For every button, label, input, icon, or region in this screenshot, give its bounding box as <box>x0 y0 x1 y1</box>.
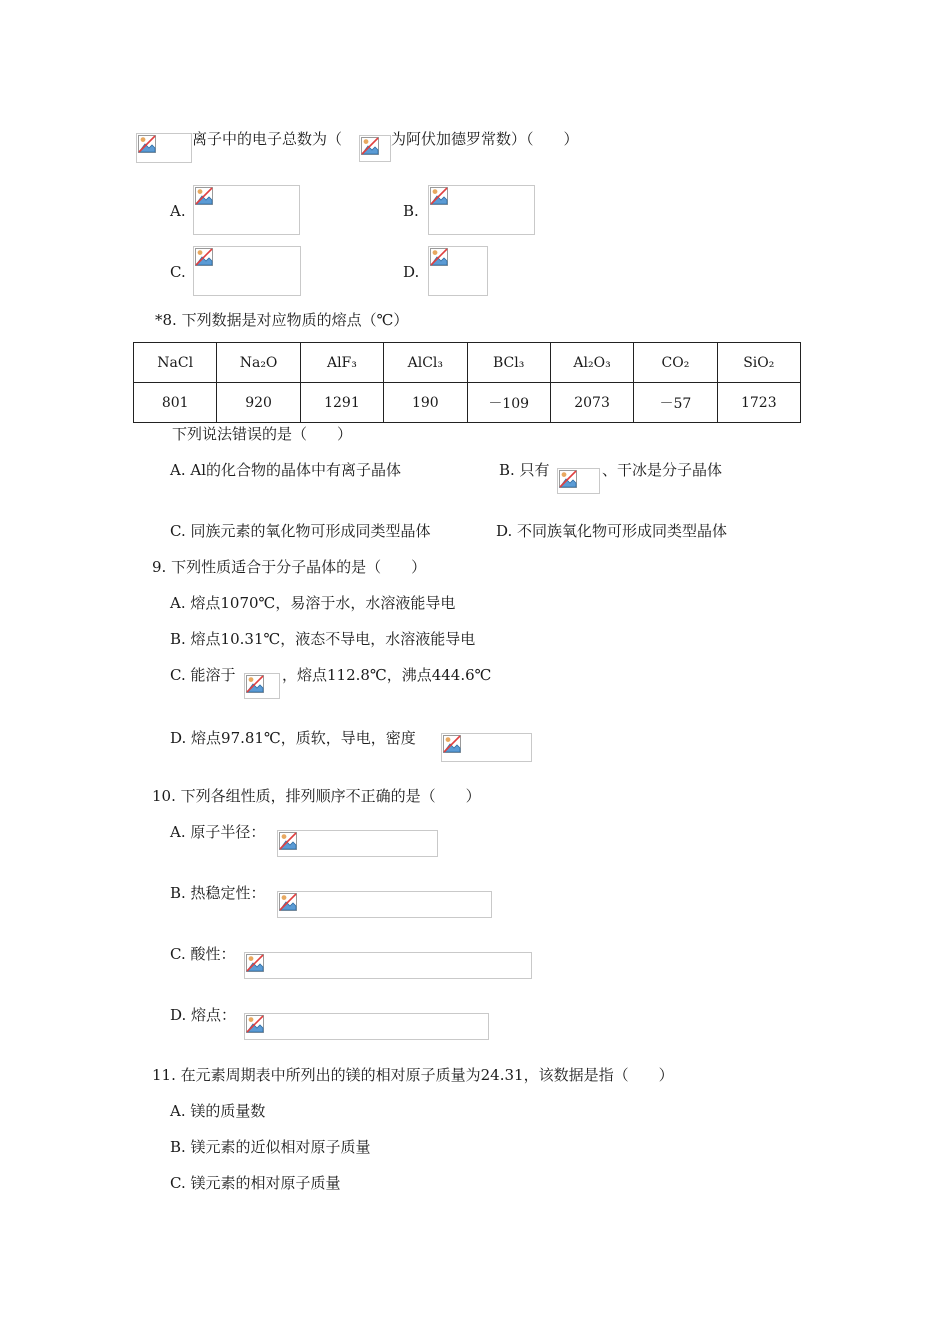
table-cell: 920 <box>217 383 300 423</box>
q8-option-b-post[interactable]: 、干冰是分子晶体 <box>602 461 723 479</box>
q7-option-c-label[interactable]: C. <box>170 263 186 281</box>
q8-prompt: 下列说法错误的是（ ） <box>172 425 353 443</box>
q9-option-d-image <box>441 733 532 762</box>
broken-image-icon <box>246 675 264 693</box>
q11-option-b[interactable]: B. 镁元素的近似相对原子质量 <box>170 1138 371 1156</box>
q8-title: *8. 下列数据是对应物质的熔点（℃） <box>155 311 409 329</box>
q10-title: 10. 下列各组性质，排列顺序不正确的是（ ） <box>152 787 481 805</box>
table-header-cell: AlF₃ <box>300 343 383 383</box>
table-row <box>134 383 801 423</box>
q7-option-b-image <box>428 185 535 235</box>
q9-option-a[interactable]: A. 熔点1070℃，易溶于水，水溶液能导电 <box>170 594 456 612</box>
broken-image-icon <box>246 1015 264 1033</box>
q9-option-c-pre[interactable]: C. 能溶于 <box>170 666 236 684</box>
q9-option-c-post[interactable]: ，熔点112.8℃，沸点444.6℃ <box>282 666 492 684</box>
q10-option-b[interactable]: B. 热稳定性： <box>170 884 266 902</box>
broken-image-icon <box>138 135 156 153</box>
table-header-cell: BCl₃ <box>467 343 550 383</box>
broken-image-icon <box>246 954 264 972</box>
q7-option-d-image <box>428 246 488 296</box>
q10-option-d[interactable]: D. 熔点： <box>170 1006 237 1024</box>
q8-option-a[interactable]: A. Al的化合物的晶体中有离子晶体 <box>170 461 401 479</box>
q8-option-c[interactable]: C. 同族元素的氧化物可形成同类型晶体 <box>170 522 431 540</box>
q7-option-c-image <box>193 246 301 296</box>
broken-image-icon <box>430 187 448 205</box>
q9-option-b[interactable]: B. 熔点10.31℃，液态不导电，水溶液能导电 <box>170 630 476 648</box>
q10-option-a[interactable]: A. 原子半径： <box>170 823 266 841</box>
table-header-cell: NaCl <box>134 343 217 383</box>
broken-image-icon <box>195 187 213 205</box>
q9-option-d[interactable]: D. 熔点97.81℃，质软，导电，密度 <box>170 729 416 747</box>
q8-option-d[interactable]: D. 不同族氧化物可形成同类型晶体 <box>496 522 728 540</box>
broken-image-icon <box>443 735 461 753</box>
table-header-cell: Al₂O₃ <box>550 343 633 383</box>
q10-option-c-image <box>244 952 532 979</box>
q7-option-d-label[interactable]: D. <box>403 263 420 281</box>
q7-stem-b: 为阿伏加德罗常数）（ ） <box>391 130 579 148</box>
table-header-cell: CO₂ <box>634 343 717 383</box>
table-cell: 801 <box>134 383 217 423</box>
q9-title: 9. 下列性质适合于分子晶体的是（ ） <box>152 558 427 576</box>
broken-image-icon <box>279 893 297 911</box>
q11-title: 11. 在元素周期表中所列出的镁的相对原子质量为24.31，该数据是指（ ） <box>152 1066 674 1084</box>
table-header-row <box>134 343 801 383</box>
q10-option-d-image <box>244 1013 489 1040</box>
formula-image-ion <box>136 133 192 163</box>
broken-image-icon <box>430 248 448 266</box>
table-cell: 2073 <box>550 383 633 423</box>
broken-image-icon <box>361 137 379 155</box>
q10-option-b-image <box>277 891 492 918</box>
broken-image-icon <box>195 248 213 266</box>
q7-option-a-image <box>193 185 300 235</box>
q8-option-b-pre[interactable]: B. 只有 <box>499 461 550 479</box>
melting-point-table <box>133 342 801 423</box>
broken-image-icon <box>559 470 577 488</box>
table-cell: 190 <box>384 383 467 423</box>
table-cell: 1291 <box>300 383 383 423</box>
q11-option-c[interactable]: C. 镁元素的相对原子质量 <box>170 1174 341 1192</box>
q7-option-a-label[interactable]: A. <box>170 202 186 220</box>
table-header-cell: Na₂O <box>217 343 300 383</box>
table-cell: 1723 <box>717 383 800 423</box>
table-cell: －109 <box>467 383 550 423</box>
q11-option-a[interactable]: A. 镁的质量数 <box>170 1102 266 1120</box>
table-header-cell: AlCl₃ <box>384 343 467 383</box>
q10-option-a-image <box>277 830 438 857</box>
broken-image-icon <box>279 832 297 850</box>
formula-image-na <box>359 135 391 162</box>
q9-option-c-image <box>244 673 280 699</box>
q10-option-c[interactable]: C. 酸性： <box>170 945 236 963</box>
q8-option-b-image <box>557 468 600 494</box>
q7-stem-a: 离子中的电子总数为（ <box>192 130 343 148</box>
q7-option-b-label[interactable]: B. <box>403 202 419 220</box>
table-cell: －57 <box>634 383 717 423</box>
table-header-cell: SiO₂ <box>717 343 800 383</box>
